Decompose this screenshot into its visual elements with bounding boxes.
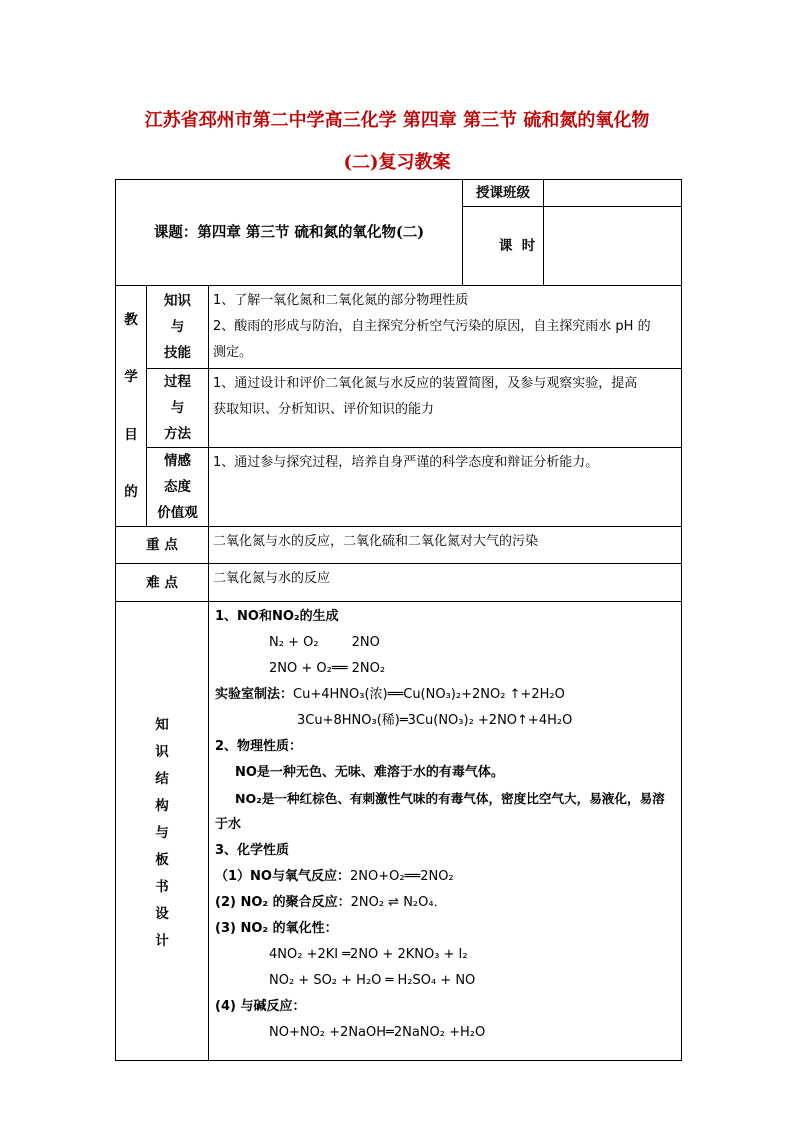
key-point-content: 二氧化氮与水的反应，二氧化硫和二氧化氮对大气的污染 — [209, 527, 682, 564]
class-label-cell — [463, 180, 544, 207]
difficulty-content: 二氧化氮与水的反应 — [209, 564, 682, 602]
side-char: 学 — [124, 369, 138, 386]
side-char: 的 — [124, 484, 138, 501]
structure-side-label: 知 识 结 构 与 板 书 设 计 — [116, 602, 209, 1061]
equation: 2NO₂ ⇌ N₂O₄． — [350, 895, 447, 910]
knowledge-content: 1、了解一氧化氮和二氧化氮的部分物理性质 2、酸雨的形成与防治，自主探究分析空气污染的原因，自主探究雨水 pH 的 测定。 — [209, 286, 682, 369]
attitude-content: 1、通过参与探究过程，培养自身严谨的科学态度和辩证分析能力。 — [209, 448, 682, 527]
side-char: 目 — [124, 426, 138, 443]
physical-property: NO是一种无色、无味、难溶于水的有毒气体。 — [235, 765, 504, 780]
equation: NO₂ + SO₂ + H₂O ═ H₂SO₄ + NO — [269, 973, 476, 988]
topic-text: 课题：第四章 第三节 硫和氮的氧化物(二) — [153, 223, 425, 241]
equation: 4NO₂ +2KI ═2NO + 2KNO₃ + I₂ — [269, 947, 468, 962]
equation: N₂ + O₂ 2NO — [269, 635, 380, 650]
document-title-line1: 江苏省邳州市第二中学高三化学 第四章 第三节 硫和氮的氧化物 — [144, 110, 650, 131]
period-value-cell — [544, 207, 682, 286]
equation: 2NO+O₂══2NO₂ — [349, 869, 454, 884]
equation: 2NO + O₂══ 2NO₂ — [269, 661, 386, 676]
structure-content: 1、NO和NO₂的生成 N₂ + O₂ 2NO 2NO + O₂══ 2NO₂ 实验室制法：Cu+4HNO₃(浓)══Cu(NO₃)₂+2NO₂ ↑+2H₂O 3Cu+8HNO₃(稀)═3Cu(NO₃)₂ +2NO↑+4H₂O 2、物理性质： NO是一种无色、无味、难溶于水的有毒气体。 NO₂是一种红棕色、有刺激性气味的有毒气体，密度比空气大，易液化，易溶 于水 3、化学性质 （1）NO与氧气反应：2NO+O₂══2NO₂ (2) NO₂ 的聚合反应：2NO₂ ⇌ N₂O₄． (3) NO₂ 的氧化性： 4NO₂ +2KI ═2NO + 2KNO₃ + I₂ NO₂ + SO₂ + H₂O ═ H₂SO₄ + NO (4) 与碱反应： NO+NO₂ +2NaOH═2NaNO₂ +H₂O — [209, 602, 682, 1061]
class-value-cell — [544, 180, 682, 207]
lab-prep-label: 实验室制法： — [215, 687, 294, 702]
section-3-heading: 3、化学性质 — [215, 843, 290, 858]
equation: Cu+4HNO₃(浓)══Cu(NO₃)₂+2NO₂ ↑+2H₂O — [293, 687, 565, 702]
section-2-heading: 2、物理性质： — [215, 739, 303, 754]
process-label: 过程 与 方法 — [147, 369, 209, 448]
physical-property: 于水 — [215, 817, 242, 832]
objectives-side-label — [116, 286, 147, 527]
equation: NO+NO₂ +2NaOH═2NaNO₂ +H₂O — [269, 1025, 486, 1040]
class-label: 授课班级 — [476, 185, 531, 201]
key-point-label: 重 点 — [116, 527, 209, 564]
topic-cell — [116, 180, 463, 286]
knowledge-label: 知识 与 技能 — [147, 286, 209, 369]
period-label: 课 时 — [498, 238, 536, 254]
lesson-plan-table — [115, 179, 682, 1061]
period-label-cell — [463, 207, 544, 286]
physical-property: NO₂是一种红棕色、有刺激性气味的有毒气体，密度比空气大，易液化，易溶 — [235, 791, 665, 806]
attitude-label: 情感 态度 价值观 — [147, 448, 209, 527]
document-title-line2: (二)复习教案 — [343, 152, 451, 173]
equation: 3Cu+8HNO₃(稀)═3Cu(NO₃)₂ +2NO↑+4H₂O — [297, 713, 573, 728]
difficulty-label: 难 点 — [116, 564, 209, 602]
section-1-heading: 1、NO和NO₂的生成 — [215, 609, 339, 624]
side-char: 教 — [124, 311, 138, 328]
process-content: 1、通过设计和评价二氧化氮与水反应的装置简图，及参与观察实验，提高 获取知识、分析知识、评价知识的能力 — [209, 369, 682, 448]
